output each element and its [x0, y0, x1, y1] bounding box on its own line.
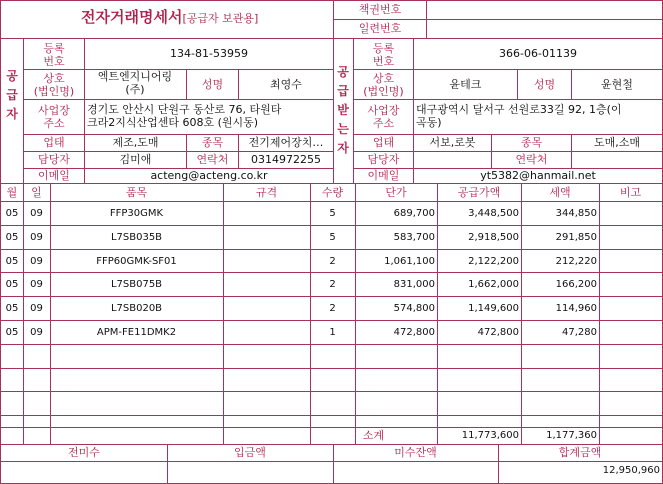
row-unit-price: 1,061,100	[384, 256, 435, 267]
receiver-ceo-label: 성명	[533, 78, 556, 91]
row-month: 05	[5, 303, 19, 314]
receiver-manager-label: 담당자	[367, 153, 400, 166]
supplier-manager: 김미애	[119, 153, 152, 166]
supplier-side-label: 공 급 자	[6, 69, 18, 121]
row-unit-price: 689,700	[393, 208, 435, 219]
row-day: 09	[30, 208, 43, 219]
subtotal-label: 소계	[362, 429, 385, 442]
row-qty: 5	[329, 208, 336, 219]
receiver-email: yt5382@hanmail.net	[480, 169, 596, 182]
receiver-biz-item: 도매,소매	[593, 136, 640, 149]
supplier-name: 엑트엔지니어링 (주)	[97, 70, 173, 96]
row-tax: 212,220	[555, 256, 597, 267]
receiver-reg-no: 366-06-01139	[499, 47, 577, 60]
supplier-email-label: 이메일	[38, 169, 70, 182]
col-tax-header: 세액	[549, 186, 571, 199]
row-unit-price: 574,800	[393, 303, 435, 314]
receiver-address-label: 사업장 주소	[367, 104, 400, 130]
col-item-header: 품목	[125, 186, 148, 199]
col-unit-price-header: 단가	[385, 186, 407, 199]
row-qty: 1	[329, 327, 336, 338]
row-month: 05	[5, 208, 19, 219]
row-item: FFP60GMK-SF01	[96, 256, 177, 267]
row-qty: 2	[329, 303, 336, 314]
row-item: APM-FE11DMK2	[96, 327, 177, 338]
subtotal-tax: 1,177,360	[546, 430, 597, 441]
receiver-contact-label: 연락처	[515, 153, 548, 166]
deposit-label: 입금액	[234, 446, 266, 459]
col-note-header: 비고	[619, 186, 642, 199]
row-month: 05	[5, 327, 19, 338]
row-day: 09	[30, 232, 43, 243]
supplier-contact: 0314972255	[251, 153, 321, 166]
receiver-biz-type-label: 업태	[372, 136, 395, 149]
supplier-biz-type-label: 업태	[43, 136, 65, 149]
row-unit-price: 472,800	[393, 327, 435, 338]
row-supply: 472,800	[477, 327, 519, 338]
supplier-manager-label: 담당자	[38, 153, 70, 166]
col-month-header: 월	[6, 186, 18, 199]
col-qty-header: 수량	[321, 186, 344, 199]
supplier-name-label: 상호 (법인명)	[33, 72, 75, 98]
receiver-biz-item-label: 종목	[520, 136, 543, 149]
row-tax: 47,280	[562, 327, 597, 338]
row-day: 09	[30, 279, 43, 290]
row-item: L7SB075B	[110, 279, 163, 290]
row-tax: 291,850	[555, 232, 597, 243]
row-supply: 2,122,200	[468, 256, 519, 267]
row-supply: 2,918,500	[468, 232, 519, 243]
supplier-ceo-label: 성명	[201, 78, 224, 91]
supplier-contact-label: 연락처	[196, 153, 229, 166]
supplier-address-label: 사업장 주소	[38, 104, 70, 130]
row-day: 09	[30, 327, 43, 338]
row-qty: 2	[329, 279, 336, 290]
supplier-biz-item: 전기제어장치…	[248, 136, 324, 149]
document-title-suffix: [공급자 보관용]	[182, 12, 259, 25]
row-day: 09	[30, 256, 43, 267]
row-unit-price: 831,000	[393, 279, 435, 290]
row-day: 09	[30, 303, 43, 314]
receiver-name: 윤테크	[449, 78, 482, 91]
col-supply-header: 공급가액	[457, 186, 501, 199]
serial-no-label: 일련번호	[358, 22, 402, 35]
supplier-reg-no-label: 등록 번호	[43, 42, 65, 68]
row-month: 05	[5, 279, 19, 290]
row-supply: 3,448,500	[468, 208, 519, 219]
receiver-ceo: 윤현철	[601, 78, 633, 91]
row-qty: 2	[329, 256, 336, 267]
document-title: 전자거래명세서[공급자 보관용]	[81, 8, 259, 26]
row-item: L7SB035B	[110, 232, 163, 243]
row-unit-price: 583,700	[393, 232, 435, 243]
receiver-name-label: 상호 (법인명)	[363, 72, 404, 98]
row-item: L7SB020B	[110, 303, 163, 314]
supplier-ceo: 최영수	[270, 78, 302, 91]
receiver-reg-no-label: 등록 번호	[372, 42, 395, 68]
supplier-reg-no: 134-81-53959	[170, 47, 248, 60]
row-tax: 114,960	[555, 303, 597, 314]
receiver-address: 대구광역시 달서구 선원로33길 92, 1층(이 곡동)	[416, 103, 622, 129]
receiver-biz-type: 서보,로봇	[429, 136, 476, 149]
subtotal-supply: 11,773,600	[461, 430, 519, 441]
row-month: 05	[5, 256, 19, 267]
receiver-email-label: 이메일	[367, 169, 400, 182]
row-item: FFP30GMK	[109, 208, 164, 219]
total-label: 합계금액	[558, 446, 602, 459]
supplier-email: acteng@acteng.co.kr	[150, 169, 268, 182]
book-no-label: 책권번호	[358, 3, 402, 16]
total-amount: 12,950,960	[602, 465, 660, 476]
col-day-header: 일	[31, 186, 42, 199]
supplier-biz-type: 제조,도매	[112, 136, 159, 149]
supplier-address: 경기도 안산시 단원구 동산로 76, 타원타 크라2지식산업센타 608호 (원시동)	[87, 103, 282, 129]
row-tax: 344,850	[555, 208, 597, 219]
row-qty: 5	[329, 232, 336, 243]
row-supply: 1,662,000	[468, 279, 519, 290]
row-supply: 1,149,600	[468, 303, 519, 314]
row-month: 05	[5, 232, 19, 243]
supplier-biz-item-label: 종목	[201, 136, 224, 149]
receiver-side-label: 공 급 받 는 자	[337, 65, 349, 155]
row-tax: 166,200	[555, 279, 597, 290]
prev-balance-label: 전미수	[68, 446, 100, 459]
unpaid-balance-label: 미수잔액	[394, 446, 437, 459]
col-spec-header: 규격	[255, 186, 278, 199]
